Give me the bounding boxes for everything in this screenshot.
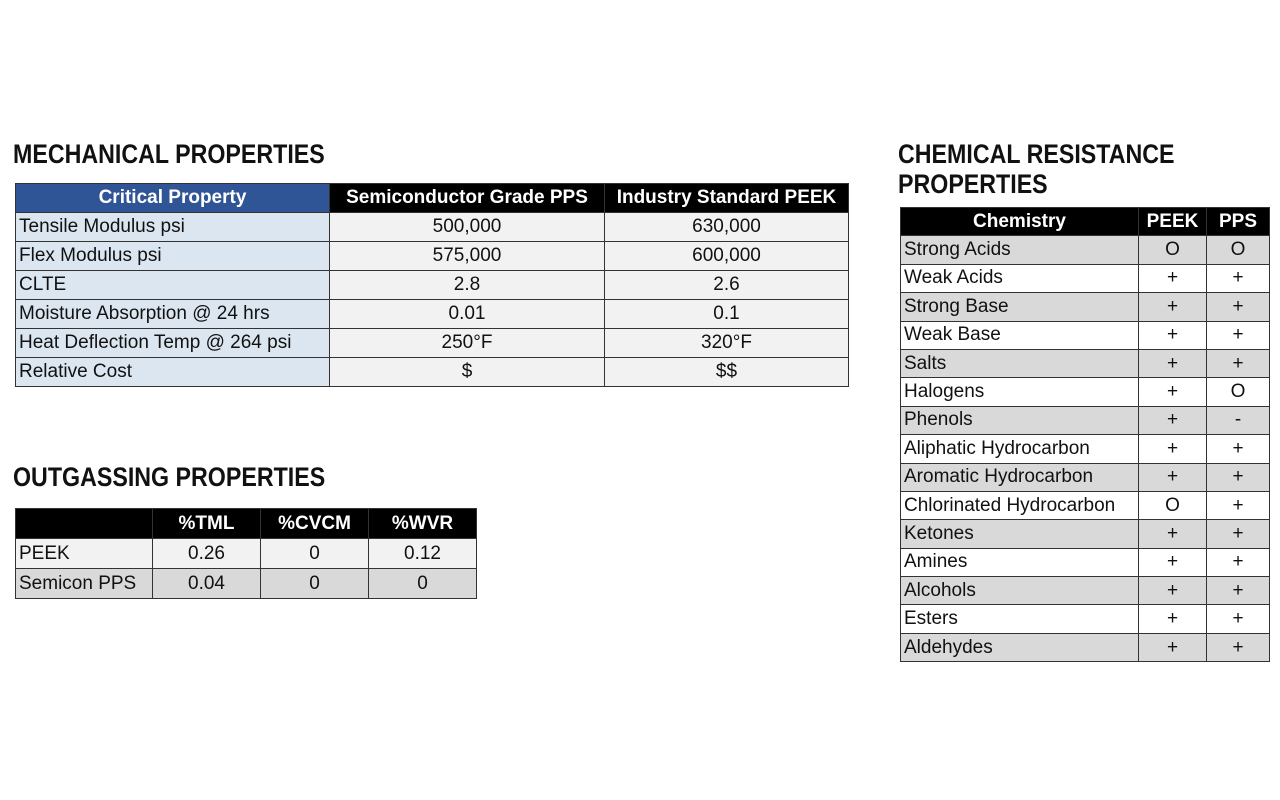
row-label: Ketones	[901, 520, 1139, 548]
row-label: Weak Base	[901, 321, 1139, 349]
mechanical-title: MECHANICAL PROPERTIES	[13, 139, 325, 169]
table-cell: 2.6	[605, 271, 849, 300]
table-cell: +	[1139, 264, 1207, 292]
column-header: %CVCM	[261, 509, 369, 539]
row-label: Tensile Modulus psi	[16, 213, 330, 242]
table-cell: 250°F	[330, 329, 605, 358]
chemical-resistance-table	[900, 207, 1270, 662]
table-cell: 0	[261, 539, 369, 569]
table-cell: +	[1207, 264, 1270, 292]
table-cell: +	[1139, 321, 1207, 349]
table-cell: +	[1207, 293, 1270, 321]
table-cell: O	[1207, 236, 1270, 264]
table-header-row	[16, 509, 477, 539]
table-cell: +	[1207, 491, 1270, 519]
table-cell: -	[1207, 406, 1270, 434]
table-cell: +	[1139, 406, 1207, 434]
table-cell: 575,000	[330, 242, 605, 271]
row-label: Amines	[901, 548, 1139, 576]
row-label: Semicon PPS	[16, 569, 153, 599]
table-cell: $$	[605, 358, 849, 387]
table-cell: +	[1139, 605, 1207, 633]
table-row	[16, 539, 477, 569]
column-header: Chemistry	[901, 208, 1139, 236]
table-row	[901, 520, 1270, 548]
table-row	[16, 242, 849, 271]
column-header: %TML	[153, 509, 261, 539]
table-cell: 500,000	[330, 213, 605, 242]
row-label: Aldehydes	[901, 633, 1139, 661]
table-cell: 630,000	[605, 213, 849, 242]
table-cell: +	[1207, 435, 1270, 463]
table-cell: 0	[369, 569, 477, 599]
row-label: Esters	[901, 605, 1139, 633]
row-label: Strong Base	[901, 293, 1139, 321]
row-label: Salts	[901, 349, 1139, 377]
column-header: PPS	[1207, 208, 1270, 236]
table-row	[901, 264, 1270, 292]
table-row	[16, 213, 849, 242]
table-cell: +	[1139, 633, 1207, 661]
table-cell: +	[1139, 520, 1207, 548]
column-header: %WVR	[369, 509, 477, 539]
table-cell: +	[1207, 605, 1270, 633]
table-row	[901, 378, 1270, 406]
table-cell: 0.1	[605, 300, 849, 329]
row-label: Relative Cost	[16, 358, 330, 387]
table-row	[901, 548, 1270, 576]
table-cell: +	[1207, 577, 1270, 605]
table-cell: +	[1139, 293, 1207, 321]
row-label: Aliphatic Hydrocarbon	[901, 435, 1139, 463]
table-cell: +	[1139, 463, 1207, 491]
table-row	[16, 271, 849, 300]
row-label: Heat Deflection Temp @ 264 psi	[16, 329, 330, 358]
row-label: Aromatic Hydrocarbon	[901, 463, 1139, 491]
table-row	[901, 605, 1270, 633]
table-cell: 0.26	[153, 539, 261, 569]
table-header-row	[16, 184, 849, 213]
row-label: Halogens	[901, 378, 1139, 406]
table-row	[16, 300, 849, 329]
table-header-row	[901, 208, 1270, 236]
table-row	[16, 358, 849, 387]
table-row	[16, 569, 477, 599]
table-row	[901, 349, 1270, 377]
mechanical-properties-table	[15, 183, 849, 387]
table-cell: +	[1139, 378, 1207, 406]
table-cell: +	[1207, 633, 1270, 661]
table-row	[901, 435, 1270, 463]
table-cell: O	[1139, 236, 1207, 264]
table-row	[901, 463, 1270, 491]
table-cell: 2.8	[330, 271, 605, 300]
column-header: Semiconductor Grade PPS	[330, 184, 605, 213]
table-cell: 320°F	[605, 329, 849, 358]
table-cell: +	[1139, 435, 1207, 463]
table-row	[901, 633, 1270, 661]
outgassing-title: OUTGASSING PROPERTIES	[13, 462, 326, 492]
column-header	[16, 509, 153, 539]
table-row	[901, 577, 1270, 605]
table-cell: O	[1139, 491, 1207, 519]
table-cell: 0	[261, 569, 369, 599]
table-cell: +	[1139, 349, 1207, 377]
chemical-title-line1: CHEMICAL RESISTANCE	[898, 139, 1175, 169]
table-row	[901, 293, 1270, 321]
table-cell: +	[1139, 577, 1207, 605]
table-row	[901, 406, 1270, 434]
outgassing-properties-table	[15, 508, 477, 599]
table-row	[901, 321, 1270, 349]
table-cell: +	[1207, 548, 1270, 576]
column-header: PEEK	[1139, 208, 1207, 236]
column-header: Industry Standard PEEK	[605, 184, 849, 213]
table-cell: +	[1207, 321, 1270, 349]
table-row	[901, 491, 1270, 519]
row-label: Moisture Absorption @ 24 hrs	[16, 300, 330, 329]
row-label: Chlorinated Hydrocarbon	[901, 491, 1139, 519]
row-label: Weak Acids	[901, 264, 1139, 292]
table-row	[901, 236, 1270, 264]
table-cell: 0.04	[153, 569, 261, 599]
row-label: Flex Modulus psi	[16, 242, 330, 271]
row-label: Strong Acids	[901, 236, 1139, 264]
row-label: PEEK	[16, 539, 153, 569]
table-cell: +	[1207, 520, 1270, 548]
table-cell: O	[1207, 378, 1270, 406]
table-row	[16, 329, 849, 358]
table-cell: 0.12	[369, 539, 477, 569]
table-cell: 600,000	[605, 242, 849, 271]
table-cell: +	[1207, 349, 1270, 377]
table-cell: 0.01	[330, 300, 605, 329]
row-label: Alcohols	[901, 577, 1139, 605]
chemical-title-line2: PROPERTIES	[898, 169, 1048, 199]
column-header: Critical Property	[16, 184, 330, 213]
row-label: CLTE	[16, 271, 330, 300]
table-cell: +	[1139, 548, 1207, 576]
table-cell: $	[330, 358, 605, 387]
table-cell: +	[1207, 463, 1270, 491]
row-label: Phenols	[901, 406, 1139, 434]
